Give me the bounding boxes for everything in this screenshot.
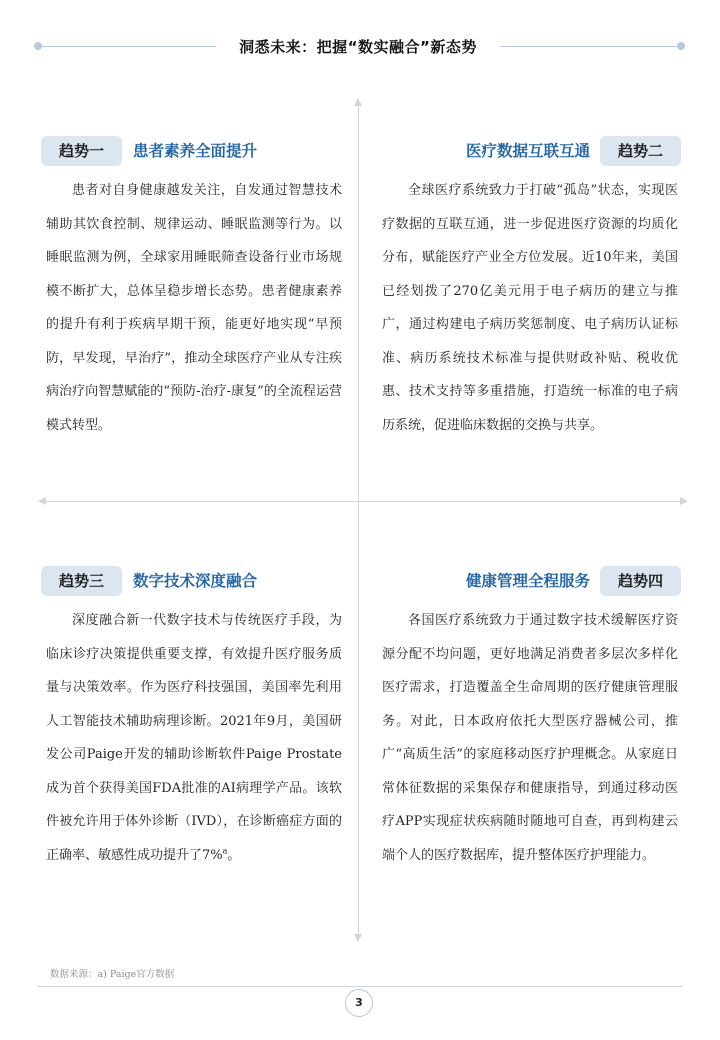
arrow-up-icon (354, 98, 362, 106)
footer-rule (38, 986, 682, 987)
vertical-axis (358, 104, 359, 936)
header-dot-right (677, 42, 685, 50)
trend-2-body: 全球医疗系统致力于打破“孤岛”状态，实现医疗数据的互联互通，进一步促进医疗资源的均质化分布，赋能医疗产业全方位发展。近10年来，美国已经划拨了270亿美元用于电子病历的建立与推广，通过构建电子病历奖惩制度、电子病历认证标准、病历系统技术标准与提供财政补贴、税收优惠、技术支持等多重措施，打造统一标准的电子病历系统，促进临床数据的交换与共享。 (382, 183, 678, 433)
trend-4-heading: 健康管理全程服务 (465, 572, 590, 590)
data-source-note: 数据来源：a) Paige官方数据 (50, 969, 175, 980)
trend-4-tag: 趋势四 (600, 566, 681, 596)
header-rule-right (500, 46, 680, 47)
trend-1-heading: 患者素养全面提升 (133, 142, 258, 160)
trend-3-body (46, 604, 342, 872)
trend-3-body-end: 。 (227, 847, 241, 863)
trend-1-body: 患者对自身健康越发关注，自发通过智慧技术辅助其饮食控制、规律运动、睡眠监测等行为。以睡眠监测为例，全球家用睡眠筛查设备行业市场规模不断扩大，总体呈稳步增长态势。患者健康素养的提升有利于疾病早期干预，能更好地实现“早预防，早发现，早治疗”，推动全球医疗产业从专注疾病治疗向智慧赋能的“预防-治疗-康复”的全流程运营模式转型。 (46, 183, 342, 433)
trend-3-heading: 数字技术深度融合 (133, 572, 258, 590)
arrow-down-icon (354, 934, 362, 942)
trend-3-tag: 趋势三 (41, 566, 122, 596)
header-rule-left (38, 46, 216, 47)
arrow-right-icon (680, 497, 688, 505)
trend-4-body: 各国医疗系统致力于通过数字技术缓解医疗资源分配不均问题，更好地满足消费者多层次多样化医疗需求，打造覆盖全生命周期的医疗健康管理服务。对此，日本政府依托大型医疗器械公司，推广“高质生活”的家庭移动医疗护理概念。从家庭日常体征数据的采集保存和健康指导，到通过移动医疗APP实现症状疾病随时随地可自查，再到构建云端个人的医疗数据库，提升整体医疗护理能力。 (382, 613, 678, 863)
footnote-marker: a (222, 846, 228, 856)
trend-2-tag: 趋势二 (600, 136, 681, 166)
page-title: 洞悉未来：把握“数实融合”新态势 (239, 38, 477, 56)
trend-1-tag: 趋势一 (41, 136, 122, 166)
trend-3-body-text: 深度融合新一代数字技术与传统医疗手段，为临床诊疗决策提供重要支撑，有效提升医疗服务质量与决策效率。作为医疗科技强国，美国率先利用人工智能技术辅助病理诊断。2021年9月，美国研发公司Paige开发的辅助诊断软件Paige Prostate成为首个获得美国FDA批准的AI病理学产品。该软件被允许用于体外诊断（IVD），在诊断癌症方面的正确率、敏感性成功提升了7% (46, 613, 342, 863)
trend-2-heading: 医疗数据互联互通 (465, 142, 590, 160)
page-number: 3 (345, 989, 373, 1017)
arrow-left-icon (38, 497, 46, 505)
horizontal-axis (44, 501, 682, 502)
